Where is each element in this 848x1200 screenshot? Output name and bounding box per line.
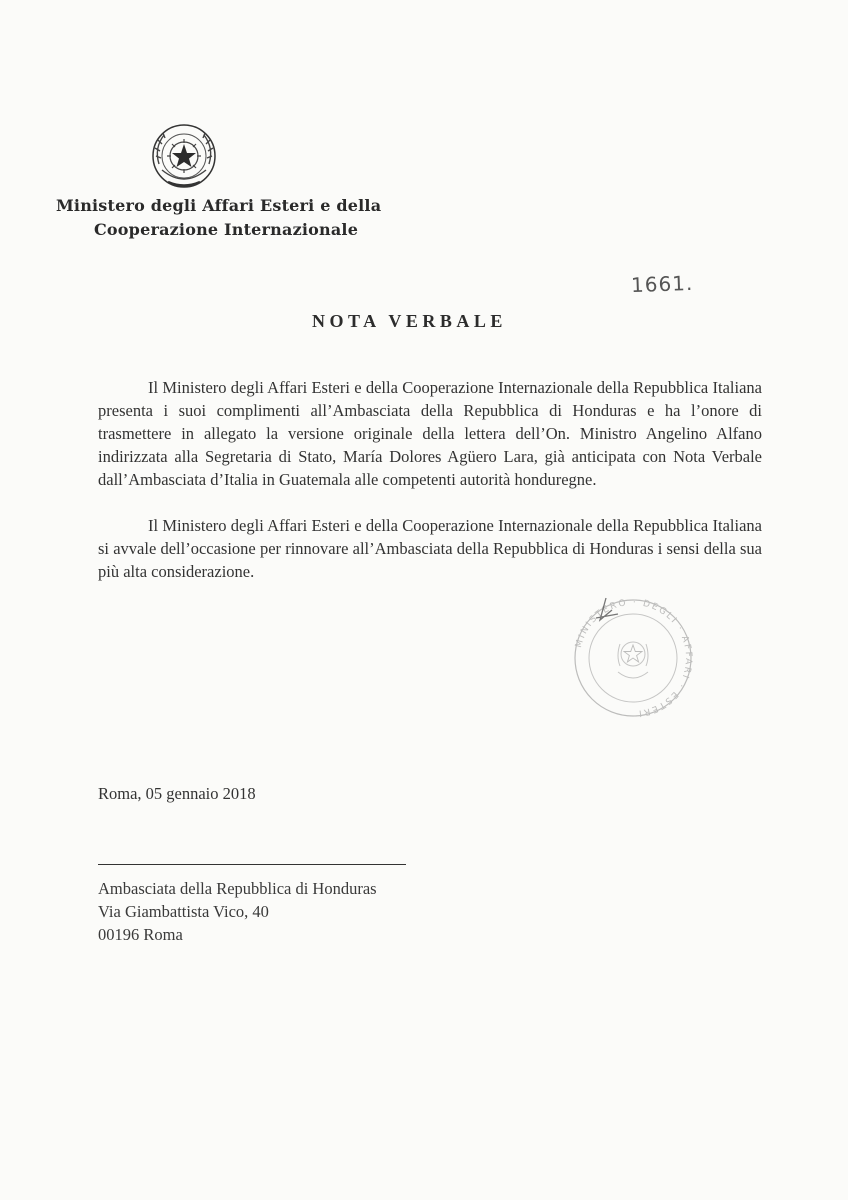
italian-emblem-icon	[146, 118, 222, 194]
body-paragraph: Il Ministero degli Affari Esteri e della Cooperazione Internazionale della Repubblica Italiana si avvale dell’occasione per rinnovare all’Ambasciata della Repubblica di Honduras i sensi della sua più alta considerazione.	[98, 516, 762, 581]
ministry-name-line1: Ministero degli Affari Esteri e della	[56, 196, 382, 215]
ministry-name	[56, 194, 381, 242]
addressee-name: Ambasciata della Repubblica di Honduras	[98, 879, 377, 898]
ministry-name-line2: Cooperazione Internazionale	[94, 220, 359, 239]
date-line: Roma, 05 gennaio 2018	[98, 784, 256, 803]
addressee-city: 00196 Roma	[98, 925, 183, 944]
svg-text:MINISTERO · DEGLI · AFFARI · E: MINISTERO · DEGLI · AFFARI · ESTERI	[573, 597, 694, 718]
addressee-street: Via Giambattista Vico, 40	[98, 902, 269, 921]
document-body	[98, 376, 762, 583]
addressee-block	[98, 877, 377, 946]
separator-line	[98, 864, 406, 865]
document-title: NOTA VERBALE	[312, 311, 507, 331]
ministry-seal-stamp-icon	[558, 596, 708, 721]
body-paragraph: Il Ministero degli Affari Esteri e della Cooperazione Internazionale della Repubblica Italiana presenta i suoi complimenti all’Ambasciata della Repubblica di Honduras e ha l’onore di trasmettere in allegato la versione originale della lettera dell’On. Ministro Angelino Alfano indirizzata alla Segretaria di Stato, María Dolores Agüero Lara, già anticipata con Nota Verbale dall’Ambasciata d’Italia in Guatemala alle competenti autorità honduregne.	[98, 378, 762, 489]
protocol-number: 1661.	[630, 270, 694, 298]
